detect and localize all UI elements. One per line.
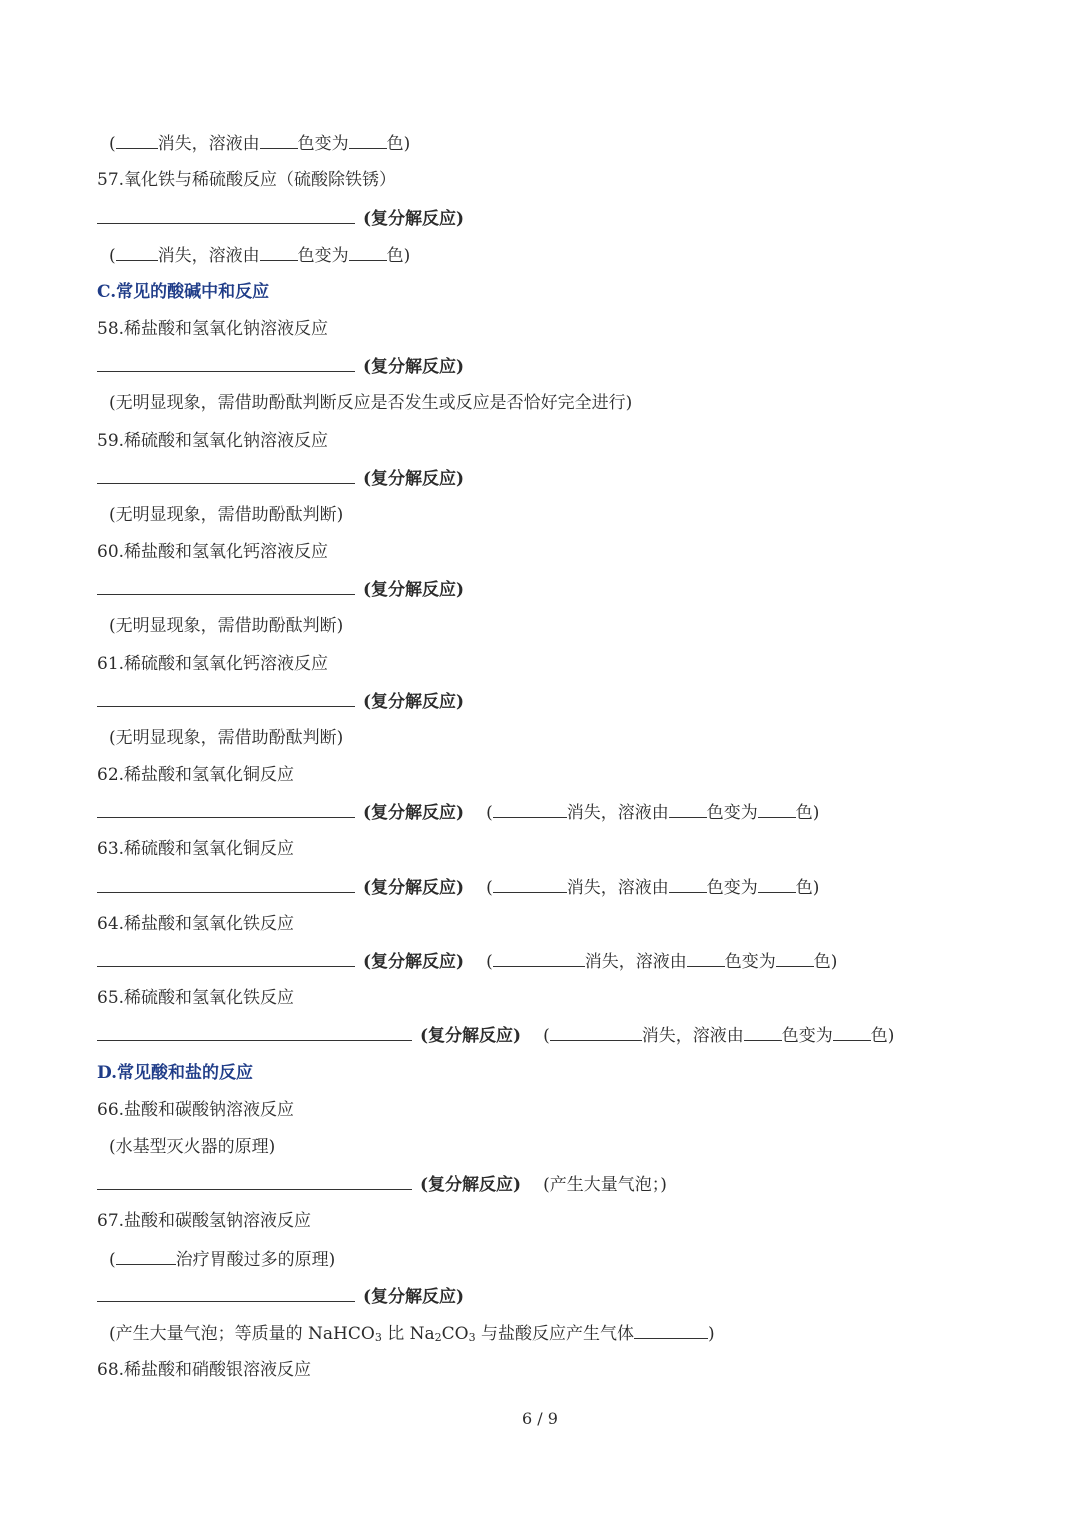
blank[interactable]	[833, 1020, 871, 1041]
reaction-type: (复分解反应)	[363, 1287, 465, 1307]
blank[interactable]	[758, 872, 796, 893]
equation-blank[interactable]	[97, 463, 355, 484]
note: (无明显现象，需借助酚酞判断)	[109, 616, 344, 636]
question-68: 68.稀盐酸和硝酸银溶液反应	[97, 1360, 312, 1380]
question-60: 60.稀盐酸和氢氧化钙溶液反应	[97, 542, 329, 562]
blank[interactable]	[776, 946, 814, 967]
equation-blank[interactable]	[97, 872, 355, 893]
section-heading: C.常见的酸碱中和反应	[97, 282, 270, 302]
note: (无明显现象，需借助酚酞判断)	[109, 505, 344, 525]
reaction-type: (复分解反应)	[363, 803, 465, 823]
blank[interactable]	[116, 128, 158, 149]
answer-line	[97, 574, 464, 604]
reaction-type: (复分解反应)	[363, 209, 465, 229]
blank[interactable]	[758, 797, 796, 818]
reaction-type: (复分解反应)	[420, 1026, 522, 1046]
equation-blank[interactable]	[97, 203, 355, 224]
reaction-type: (复分解反应)	[363, 580, 465, 600]
answer-line: (复分解反应) ( 消失，溶液由 色变为 色)	[97, 797, 819, 827]
blank[interactable]	[116, 1244, 176, 1265]
note: ( 治疗胃酸过多的原理)	[109, 1244, 335, 1274]
equation-blank[interactable]	[97, 1020, 412, 1041]
equation-blank[interactable]	[97, 946, 355, 967]
blank[interactable]	[260, 128, 298, 149]
reaction-type: (复分解反应)	[363, 878, 465, 898]
reaction-type: (复分解反应)	[420, 1175, 522, 1195]
blank[interactable]	[669, 797, 707, 818]
blank[interactable]	[744, 1020, 782, 1041]
question-57: 57.氧化铁与稀硫酸反应（硫酸除铁锈）	[97, 170, 397, 190]
question-65: 65.稀硫酸和氢氧化铁反应	[97, 988, 295, 1008]
blank[interactable]	[260, 240, 298, 261]
note: (水基型灭火器的原理)	[109, 1137, 276, 1157]
answer-line: (复分解反应) (产生大量气泡；)	[97, 1169, 667, 1199]
question-67: 67.盐酸和碳酸氢钠溶液反应	[97, 1211, 312, 1231]
question-61: 61.稀硫酸和氢氧化钙溶液反应	[97, 654, 329, 674]
blank[interactable]	[493, 797, 567, 818]
answer-line: (复分解反应) ( 消失，溶液由 色变为 色)	[97, 872, 819, 902]
blank[interactable]	[349, 128, 387, 149]
blank[interactable]	[550, 1020, 642, 1041]
answer-line	[97, 686, 464, 716]
reaction-type: (复分解反应)	[363, 469, 465, 489]
equation-blank[interactable]	[97, 574, 355, 595]
equation-blank[interactable]	[97, 1169, 412, 1190]
question-63: 63.稀硫酸和氢氧化铜反应	[97, 839, 295, 859]
question-62: 62.稀盐酸和氢氧化铜反应	[97, 765, 295, 785]
answer-line: (复分解反应) ( 消失，溶液由 色变为 色)	[97, 946, 837, 976]
blank[interactable]	[634, 1318, 708, 1339]
note: (产生大量气泡；等质量的 NaHCO$_3$ 比 $Na_2CO_3$ 与盐酸反应产生气体 )	[109, 1318, 715, 1348]
note: (无明显现象，需借助酚酞判断反应是否发生或反应是否恰好完全进行)	[109, 393, 633, 413]
page-number: 6 / 9	[522, 1409, 558, 1428]
answer-line	[97, 463, 464, 493]
equation-blank[interactable]	[97, 686, 355, 707]
reaction-type: (复分解反应)	[363, 357, 465, 377]
blank[interactable]	[687, 946, 725, 967]
question-64: 64.稀盐酸和氢氧化铁反应	[97, 914, 295, 934]
answer-line	[97, 1281, 464, 1311]
question-58: 58.稀盐酸和氢氧化钠溶液反应	[97, 319, 329, 339]
blank[interactable]	[493, 946, 585, 967]
reaction-type: (复分解反应)	[363, 692, 465, 712]
blank[interactable]	[349, 240, 387, 261]
equation-blank[interactable]	[97, 351, 355, 372]
blank[interactable]	[669, 872, 707, 893]
blank[interactable]	[493, 872, 567, 893]
equation-blank[interactable]	[97, 1281, 355, 1302]
note: (无明显现象，需借助酚酞判断)	[109, 728, 344, 748]
answer-line	[97, 203, 464, 233]
question-59: 59.稀硫酸和氢氧化钠溶液反应	[97, 431, 329, 451]
answer-line: (复分解反应) ( 消失，溶液由 色变为 色)	[97, 1020, 894, 1050]
section-heading: D.常见酸和盐的反应	[97, 1063, 254, 1083]
blank[interactable]	[116, 240, 158, 261]
question-66: 66.盐酸和碳酸钠溶液反应	[97, 1100, 295, 1120]
reaction-type: (复分解反应)	[363, 952, 465, 972]
answer-line: ( 消失，溶液由 色变为 色)	[109, 128, 410, 158]
equation-blank[interactable]	[97, 797, 355, 818]
answer-line: ( 消失，溶液由 色变为 色)	[109, 240, 410, 270]
answer-line	[97, 351, 464, 381]
